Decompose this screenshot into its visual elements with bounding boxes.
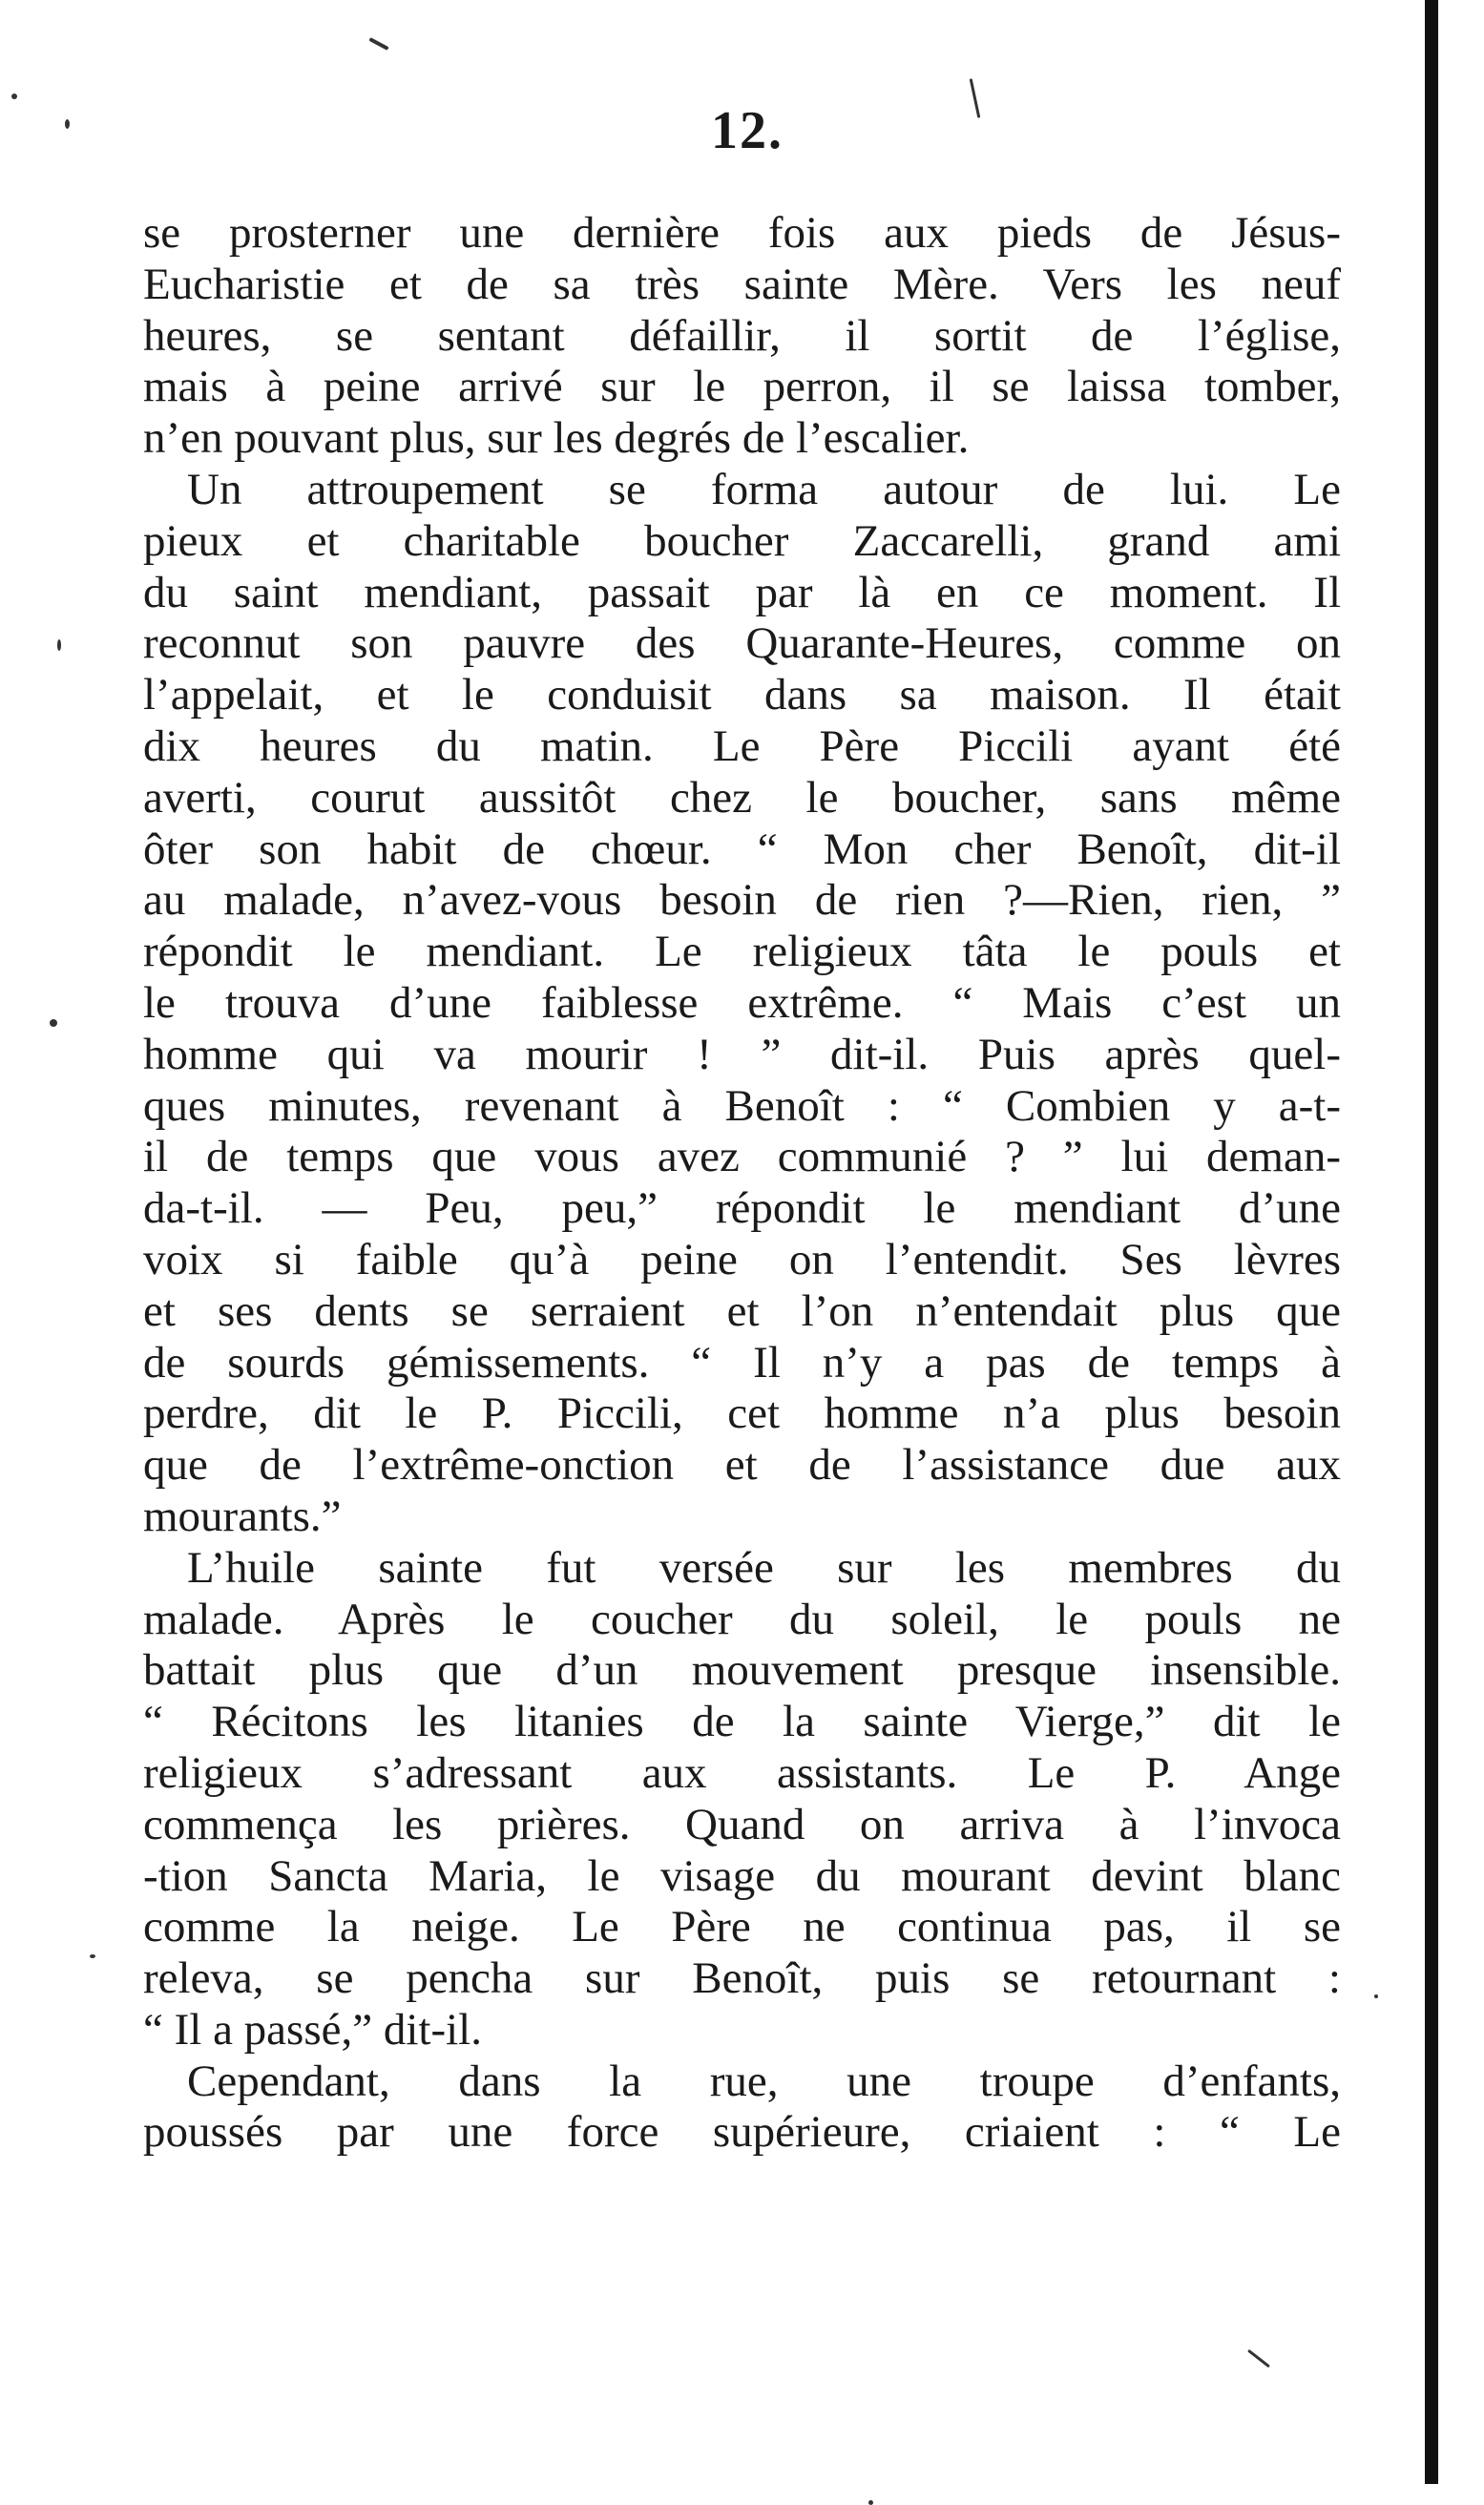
text-line: battait plus que d’un mouvement presque insensible. — [143, 1645, 1341, 1696]
print-speck — [1247, 2349, 1270, 2369]
text-line: du saint mendiant, passait par là en ce moment. Il — [143, 567, 1341, 617]
text-line: mourants.” — [143, 1491, 342, 1541]
text-line: n’en pouvant plus, sur les degrés de l’escalier. — [143, 413, 970, 464]
text-line: de sourds gémissements. “ Il n’y a pas de temps à — [143, 1337, 1341, 1388]
text-line: poussés par une force supérieure, criaient : “ Le — [143, 2107, 1341, 2158]
text-line: se prosterner une dernière fois aux pieds de Jésus- — [143, 208, 1341, 258]
body-text — [143, 208, 1341, 2159]
print-speck — [1374, 1994, 1378, 1998]
text-line: L’huile sainte fut versée sur les membres du — [187, 1542, 1341, 1593]
print-speck — [368, 37, 388, 51]
text-line: Eucharistie et de sa très sainte Mère. Vers les neuf — [143, 259, 1341, 309]
print-speck — [11, 94, 17, 99]
text-line: le trouva d’une faiblesse extrême. “ Mais c’est un — [143, 977, 1341, 1028]
text-line: et ses dents se serraient et l’on n’entendait plus que — [143, 1285, 1341, 1336]
print-speck — [57, 639, 61, 651]
text-line: ôter son habit de chœur. “ Mon cher Benoît, dit-il — [143, 824, 1341, 874]
text-line: mais à peine arrivé sur le perron, il se laissa tomber, — [143, 362, 1341, 412]
text-line: au malade, n’avez-vous besoin de rien ?—Rien, rien, ” — [143, 875, 1341, 926]
text-line: averti, courut aussitôt chez le boucher, sans même — [143, 772, 1341, 823]
text-line: voix si faible qu’à peine on l’entendit. Ses lèvres — [143, 1234, 1341, 1284]
text-line: il de temps que vous avez communié ? ” lui deman- — [143, 1132, 1341, 1182]
print-speck — [970, 78, 981, 118]
text-line: comme la neige. Le Père ne continua pas, il se — [143, 1902, 1341, 1952]
text-line: homme qui va mourir ! ” dit-il. Puis après quel- — [143, 1029, 1341, 1079]
page-number: 12. — [711, 101, 784, 160]
print-speck — [50, 1019, 57, 1027]
text-line: releva, se pencha sur Benoît, puis se retournant : — [143, 1953, 1341, 2004]
text-line: -tion Sancta Maria, le visage du mourant devint blanc — [143, 1850, 1341, 1901]
text-line: religieux s’adressant aux assistants. Le P. Ange — [143, 1747, 1341, 1798]
text-line: “ Récitons les litanies de la sainte Vierge,” dit le — [143, 1697, 1341, 1747]
text-line: que de l’extrême-onction et de l’assistance due aux — [143, 1440, 1341, 1491]
text-line: répondit le mendiant. Le religieux tâta le pouls et — [143, 927, 1341, 977]
text-line: reconnut son pauvre des Quarante-Heures, comme on — [143, 618, 1341, 669]
text-line: Cependant, dans la rue, une troupe d’enfants, — [187, 2056, 1341, 2106]
text-line: Un attroupement se forma autour de lui. Le — [187, 464, 1341, 514]
text-line: l’appelait, et le conduisit dans sa maison. Il était — [143, 670, 1341, 720]
text-line: dix heures du matin. Le Père Piccili ayant été — [143, 720, 1341, 771]
text-line: commença les prières. Quand on arriva à l’invoca — [143, 1799, 1341, 1849]
text-line: da-t-il. — Peu, peu,” répondit le mendiant d’une — [143, 1183, 1341, 1234]
print-speck — [65, 119, 70, 129]
text-line: “ Il a passé,” dit-il. — [143, 2004, 482, 2055]
text-line: perdre, dit le P. Piccili, cet homme n’a plus besoin — [143, 1388, 1341, 1439]
print-speck — [868, 2500, 873, 2505]
text-line: malade. Après le coucher du soleil, le pouls ne — [143, 1594, 1341, 1644]
text-line: pieux et charitable boucher Zaccarelli, grand ami — [143, 515, 1341, 566]
binding-edge-shadow — [1425, 0, 1438, 2484]
print-speck — [90, 1954, 95, 1958]
text-line: heures, se sentant défaillir, il sortit de l’église, — [143, 310, 1341, 361]
text-line: ques minutes, revenant à Benoît : “ Combien y a-t- — [143, 1080, 1341, 1131]
